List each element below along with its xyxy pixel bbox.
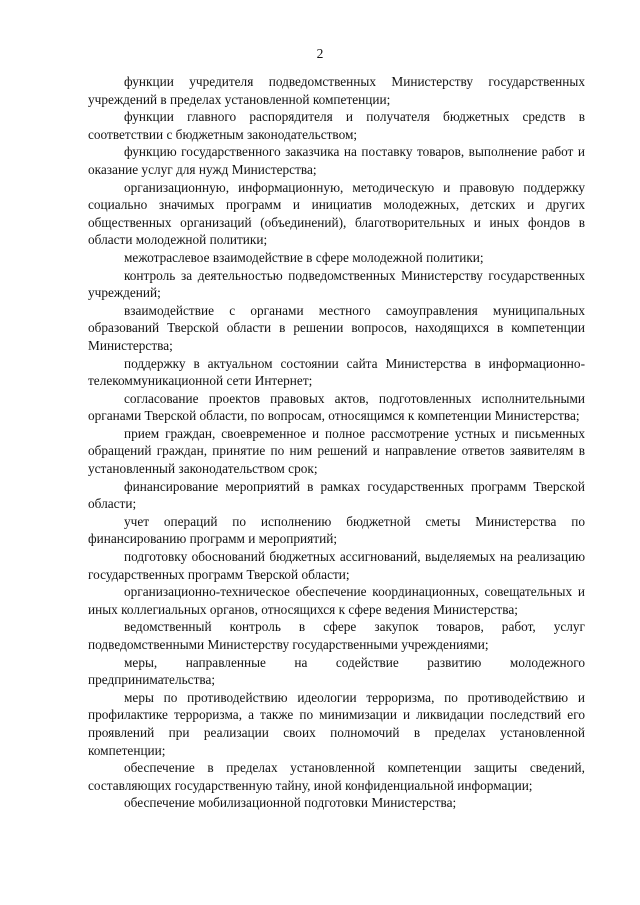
paragraph-15: ведомственный контроль в сфере закупок товаров, работ, услуг подведомственными Министерству государственными учреждениями; [88,619,585,652]
paragraph-12: учет операций по исполнению бюджетной сметы Министерства по финансированию программ и мероприятий; [88,513,585,547]
paragraph-18: обеспечение в пределах установленной компетенции защиты сведений, составляющих государственную тайну, иной конфиденциальной информации; [88,760,585,793]
paragraph-3: функцию государственного заказчика на поставку товаров, выполнение работ и оказание услуг для нужд Министерства; [88,144,585,177]
paragraph-19: обеспечение мобилизационной подготовки Министерства; [124,795,457,811]
paragraph-2: функции главного распорядителя и получателя бюджетных средств в соответствии с бюджетным законодательством; [88,109,585,142]
paragraph-14: организационно-техническое обеспечение координационных, совещательных и иных коллегиальных органов, относящихся к сфере ведения Министерства; [88,584,585,617]
paragraph-16: меры, направленные на содействие развитию молодежного предпринимательства; [88,654,585,688]
paragraph-17: меры по противодействию идеологии терроризма, по противодействию и профилактике терроризма, а также по минимизации и ликвидации последствий его проявлений при реализации своих полномочий в пределах установленной компетенции; [88,689,585,758]
paragraph-11: финансирование мероприятий в рамках государственных программ Тверской области; [88,478,585,512]
paragraph-4: организационную, информационную, методическую и правовую поддержку социально значимых программ и инициатив молодежных, детских и других общественных организаций (объединений), благотворительных и иных фондов в области молодежной политики; [88,179,585,248]
paragraph-9: согласование проектов правовых актов, подготовленных исполнительными органами Тверской области, по вопросам, относящимся к компетенции Министерства; [88,390,585,424]
paragraph-6: контроль за деятельностью подведомственных Министерству государственных учреждений; [88,267,585,301]
document-body [88,73,585,812]
paragraph-8: поддержку в актуальном состоянии сайта Министерства в информационно-телекоммуникационной сети Интернет; [88,355,585,389]
page-number: 2 [316,46,324,61]
paragraph-1: функции учредителя подведомственных Министерству государственных учреждений в пределах установленной компетенции; [88,74,585,107]
paragraph-7: взаимодействие с органами местного самоуправления муниципальных образований Тверской области в решении вопросов, находящихся в компетенции Министерства; [88,302,585,353]
paragraph-10: прием граждан, своевременное и полное рассмотрение устных и письменных обращений граждан, принятие по ним решений и направление ответов заявителям в установленный законодательством срок; [88,425,585,477]
paragraph-13: подготовку обоснований бюджетных ассигнований, выделяемых на реализацию государственных программ Тверской области; [88,549,585,582]
paragraph-5: межотраслевое взаимодействие в сфере молодежной политики; [124,249,484,265]
